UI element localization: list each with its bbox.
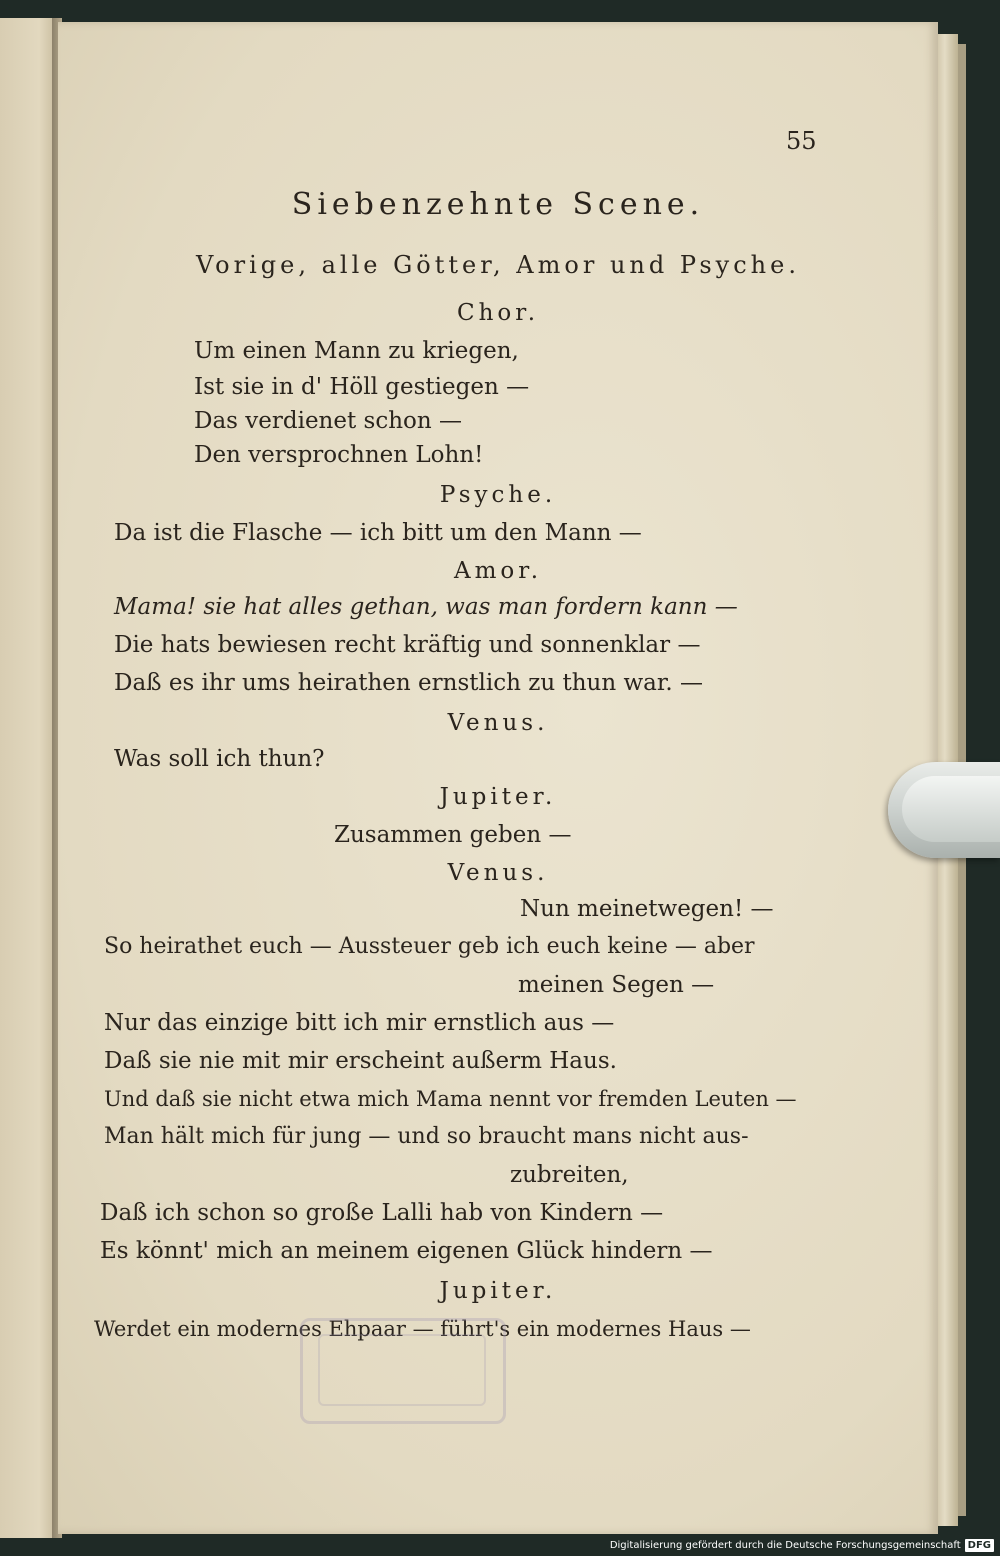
verse-line: So heirathet euch — Aussteuer geb ich euch keine — aber (104, 934, 755, 959)
cast-line: Vorige, alle Götter, Amor und Psyche. (196, 251, 800, 279)
verse-line: Daß sie nie mit mir erscheint außerm Haus. (104, 1048, 617, 1074)
verse-line: Daß ich schon so große Lalli hab von Kindern — (100, 1200, 664, 1226)
page-number: 55 (786, 127, 817, 155)
dfg-logo-icon: DFG (965, 1539, 994, 1552)
speaker-label: Jupiter. (439, 784, 557, 810)
speaker-label: Amor. (453, 558, 543, 584)
verse-line: zubreiten, (510, 1162, 629, 1188)
speaker-label: Chor. (456, 300, 540, 326)
speaker-label: Jupiter. (439, 1278, 557, 1304)
verse-line: Nur das einzige bitt ich mir ernstlich aus — (104, 1010, 615, 1036)
verse-line: Da ist die Flasche — ich bitt um den Mann — (114, 520, 642, 546)
speaker-label: Venus. (447, 860, 549, 886)
verse-line: Man hält mich für jung — und so braucht mans nicht aus- (104, 1124, 749, 1149)
page-clip-highlight (902, 776, 1000, 842)
speaker-label: Psyche. (439, 482, 557, 508)
verse-line: Nun meinetwegen! — (520, 896, 774, 922)
verse-line: Was soll ich thun? (114, 746, 325, 772)
library-stamp-inner (318, 1334, 486, 1406)
scene-heading: Siebenzehnte Scene. (291, 187, 705, 222)
book-page (58, 22, 938, 1534)
verse-line: Das verdienet schon — (194, 408, 463, 434)
credit-text: Digitalisierung gefördert durch die Deutsche Forschungsgemeinschaft (609, 1539, 961, 1551)
speaker-label: Venus. (447, 710, 549, 736)
verse-line: Zusammen geben — (334, 822, 572, 848)
verse-line: Ist sie in d' Höll gestiegen — (194, 374, 530, 400)
verse-line: Es könnt' mich an meinem eigenen Glück hindern — (100, 1238, 713, 1264)
verse-line: meinen Segen — (518, 972, 715, 998)
verse-line: Werdet ein modernes Ehpaar — führt's ein modernes Haus — (94, 1317, 751, 1341)
digitization-credit (610, 1537, 994, 1553)
verse-line: Die hats bewiesen recht kräftig und sonnenklar — (114, 632, 701, 658)
verse-line: Mama! sie hat alles gethan, was man fordern kann — (114, 594, 738, 620)
verse-line: Und daß sie nicht etwa mich Mama nennt vor fremden Leuten — (104, 1087, 797, 1111)
verse-line: Den versprochnen Lohn! (194, 442, 484, 468)
verse-line: Daß es ihr ums heirathen ernstlich zu thun war. — (114, 670, 703, 696)
left-page-edge (0, 18, 56, 1538)
verse-line: Um einen Mann zu kriegen, (194, 338, 519, 364)
